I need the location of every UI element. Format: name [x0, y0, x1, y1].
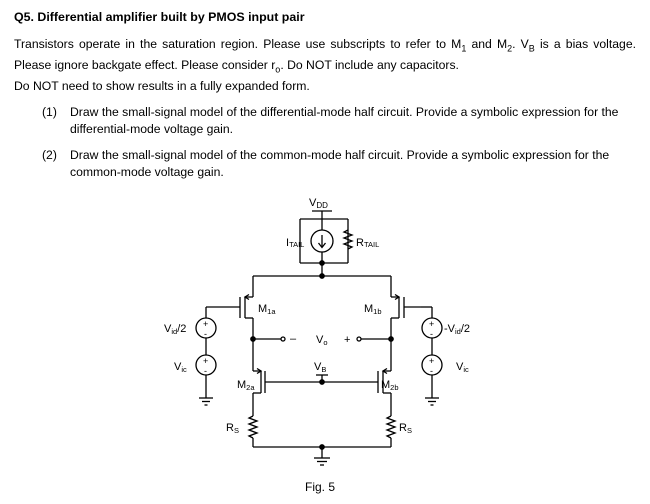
vic-left-label: Vic — [174, 361, 187, 374]
item-number: (2) — [42, 148, 57, 162]
tail-network — [286, 219, 379, 278]
svg-text:-: - — [430, 329, 433, 339]
vid-right-label: -Vid/2 — [444, 323, 471, 336]
m1a-label: M1a — [258, 303, 276, 316]
item-text: Draw the small-signal model of the common-mode half circuit. Provide a symbolic expression for the common-mode voltage gain. — [70, 148, 610, 179]
rtail-resistor — [344, 230, 352, 249]
vic-right-label: Vic — [456, 361, 469, 374]
svg-text:+: + — [203, 356, 209, 366]
rs-left-label: RS — [226, 422, 239, 435]
rs-right-label: RS — [399, 422, 412, 435]
vdd-rail — [309, 197, 332, 219]
svg-text:-: - — [204, 366, 207, 376]
transistor-m2a — [237, 339, 265, 416]
question-title: Q5. Differential amplifier built by PMOS input pair — [14, 10, 305, 24]
transistor-m1a — [223, 276, 276, 339]
svg-text:+: + — [429, 356, 435, 366]
svg-text:+: + — [203, 319, 209, 329]
item-number: (1) — [42, 105, 57, 119]
vb-bias — [265, 361, 378, 384]
rs-right-resistor — [387, 416, 412, 447]
rtail-label: RTAIL — [356, 237, 380, 249]
transistor-m2b — [378, 339, 399, 416]
transistor-m1b — [364, 276, 421, 339]
right-input-sources — [421, 307, 470, 405]
vo-plus: + — [344, 334, 351, 346]
svg-text:-: - — [430, 366, 433, 376]
item-text: Draw the small-signal model of the differential-mode half circuit. Provide a symbolic expression for the differential-mode voltage gain. — [70, 105, 619, 136]
vo-minus: – — [290, 333, 297, 345]
question-conditions: Transistors operate in the saturation region. Please use subscripts to refer to $M_1$ and $M_2$. $V_B$ is a bias voltage. Please ignore backgate effect. Please consider $r_o$. Do NOT include any capacitors. — [14, 37, 636, 75]
figure-caption: Fig. 5 — [305, 480, 336, 494]
ground-return — [253, 445, 391, 465]
svg-text:-: - — [204, 329, 207, 339]
itail-label: ITAIL — [286, 237, 305, 249]
left-input-sources — [164, 307, 223, 405]
question-note: Do NOT need to show results in a fully expanded form. — [14, 79, 310, 93]
output-terminals — [251, 333, 393, 347]
vid-left-label: Vid/2 — [164, 323, 187, 336]
m1b-label: M1b — [364, 303, 382, 316]
vb-label: VB — [314, 361, 327, 374]
svg-text:+: + — [429, 319, 435, 329]
m2a-label: M2a — [237, 379, 255, 392]
vo-label: Vo — [316, 334, 328, 347]
rs-left-resistor — [226, 416, 257, 447]
vdd-label: VDD — [309, 197, 328, 210]
m2b-label: M2b — [381, 379, 399, 392]
